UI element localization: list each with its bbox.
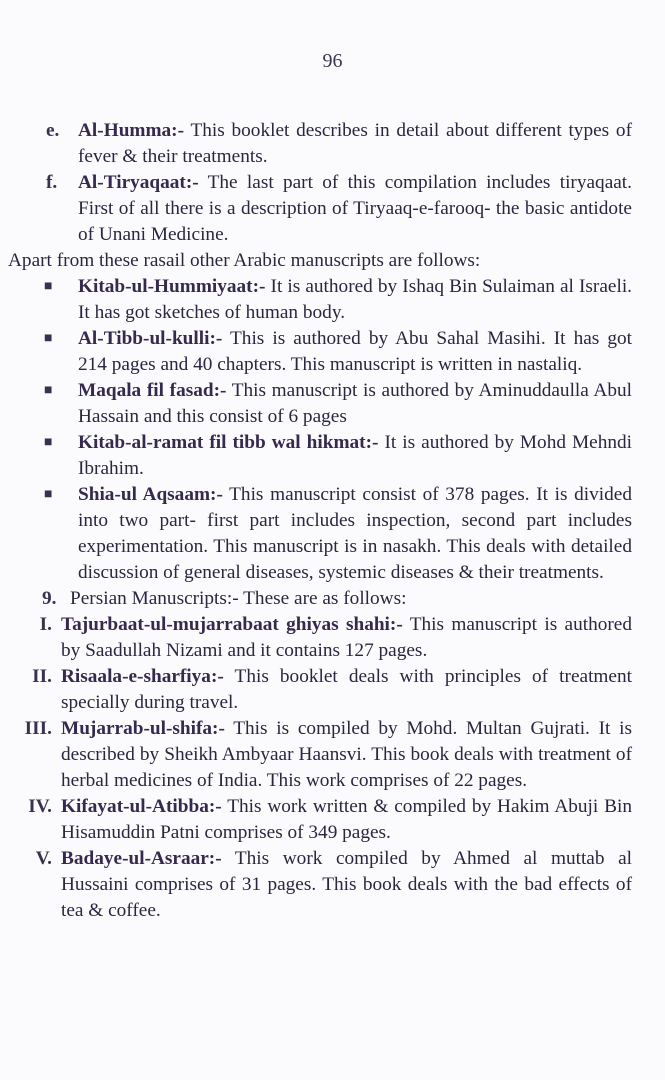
item-text: The last part of this compilation includes tiryaqaat. First of all there is a description of Tiryaaq-e-farooq- the basic antidote of Unani Medicine. [78, 172, 632, 245]
section-title: Persian Manuscripts:- These are as follows: [70, 588, 407, 609]
item-text: This is authored by Abu Sahal Masihi. It has got 214 pages and 40 chapters. This manuscript is written in nastaliq. [78, 328, 632, 375]
item-term: Tajurbaat-ul-mujarrabaat ghiyas shahi:- [61, 614, 403, 635]
item-text: This booklet deals with principles of treatment specially during travel. [61, 666, 632, 713]
item-marker: f. [46, 172, 58, 193]
section-number: 9. [42, 588, 57, 609]
item-term: Al-Tiryaqaat:- [78, 172, 199, 193]
item-text: It is authored by Ishaq Bin Sulaiman al Israeli. It has got sketches of human body. [78, 276, 632, 323]
bullet-icon: ■ [44, 383, 53, 398]
item-marker: V. [35, 848, 52, 869]
bullet-item-3 [8, 378, 632, 430]
item-marker: III. [24, 718, 52, 739]
item-marker: II. [32, 666, 52, 687]
item-marker: e. [46, 120, 60, 141]
list-item-f [8, 170, 632, 248]
item-text: This manuscript is authored by Aminuddaulla Abul Hassain and this consist of 6 pages [78, 380, 632, 427]
bullet-item-2 [8, 326, 632, 378]
bullet-icon: ■ [44, 435, 53, 450]
item-text: This manuscript consist of 378 pages. It is divided into two part- first part includes inspection, second part includes experimentation. This manuscript is in nasakh. This deals with detailed discussion of general diseases, systemic diseases & their treatments. [78, 484, 632, 583]
item-term: Kifayat-ul-Atibba:- [61, 796, 222, 817]
item-term: Kitab-ul-Hummiyaat:- [78, 276, 266, 297]
roman-item-3 [8, 716, 632, 794]
roman-item-4 [8, 794, 632, 846]
item-term: Risaala-e-sharfiya:- [61, 666, 224, 687]
item-term: Maqala fil fasad:- [78, 380, 227, 401]
item-term: Al-Humma:- [78, 120, 185, 141]
item-text: It is authored by Mohd Mehndi Ibrahim. [78, 432, 632, 479]
item-marker: I. [39, 614, 52, 635]
item-term: Shia-ul Aqsaam:- [78, 484, 223, 505]
item-text: This manuscript is authored by Saadullah Nizami and it contains 127 pages. [61, 614, 632, 661]
item-text: This work written & compiled by Hakim Abuji Bin Hisamuddin Patni comprises of 349 pages. [61, 796, 632, 843]
item-term: Badaye-ul-Asraar:- [61, 848, 222, 869]
bullet-item-4 [8, 430, 632, 482]
bullet-icon: ■ [44, 487, 53, 502]
item-term: Mujarrab-ul-shifa:- [61, 718, 225, 739]
bullet-item-1 [8, 274, 632, 326]
item-text: This booklet describes in detail about different types of fever & their treatments. [78, 120, 632, 167]
bullet-icon: ■ [44, 279, 53, 294]
item-marker: IV. [28, 796, 52, 817]
intro-paragraph: Apart from these rasail other Arabic manuscripts are follows: [8, 250, 481, 271]
bullet-icon: ■ [44, 331, 53, 346]
roman-item-5 [8, 846, 632, 924]
item-term: Al-Tibb-ul-kulli:- [78, 328, 223, 349]
item-term: Kitab-al-ramat fil tibb wal hikmat:- [78, 432, 379, 453]
page-content [8, 118, 632, 924]
roman-item-1 [8, 612, 632, 664]
list-item-e [8, 118, 632, 170]
item-text: This work compiled by Ahmed al muttab al Hussaini comprises of 31 pages. This book deals with the bad effects of tea & coffee. [61, 848, 632, 921]
roman-item-2 [8, 664, 632, 716]
bullet-item-5 [8, 482, 632, 586]
section-heading-9 [8, 586, 632, 612]
page-number: 96 [322, 50, 343, 72]
item-text: This is compiled by Mohd. Multan Gujrati. It is described by Sheikh Ambyaar Haansvi. This book deals with treatment of herbal medicines of India. This work comprises of 22 pages. [61, 718, 632, 791]
